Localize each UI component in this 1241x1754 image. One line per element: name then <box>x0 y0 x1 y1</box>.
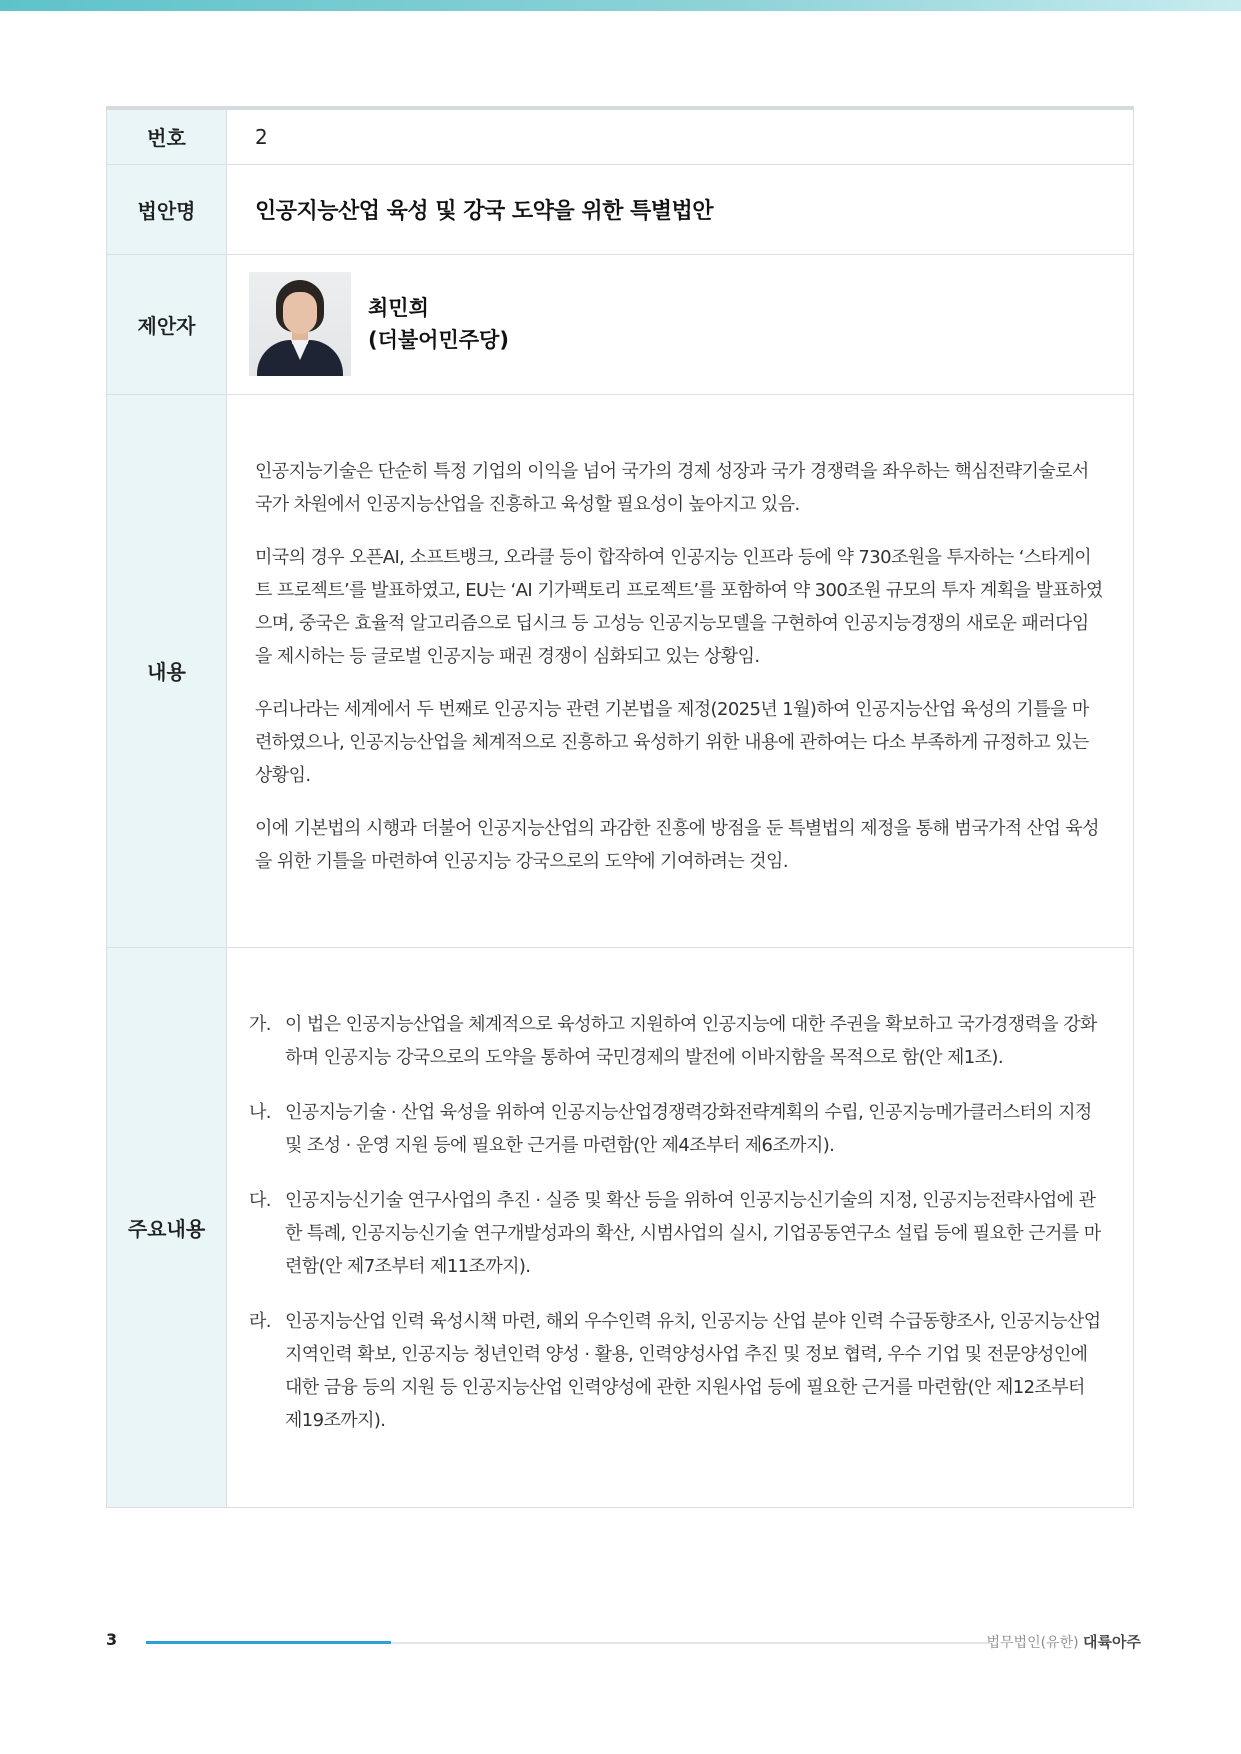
row-main-content <box>107 947 1134 1507</box>
value-main-content <box>227 947 1134 1507</box>
label-bill-name: 법안명 <box>107 164 227 254</box>
main-content-item <box>249 1305 1105 1437</box>
content-paragraph: 미국의 경우 오픈AI, 소프트뱅크, 오라클 등이 합작하여 인공지능 인프라 등에 약 730조원을 투자하는 ‘스타게이트 프로젝트’를 발표하였고, EU는 ‘AI 기가팩토리 프로젝트’를 포함하여 약 300조원 규모의 투자 계획을 발표하였으며, 중국은 효율적 알고리즘으로 딥시크 등 고성능 인공지능모델을 구현하여 인공지능경쟁의 새로운 패러다임을 제시하는 등 글로벌 인공지능 패권 경쟁이 심화되고 있는 상황임. <box>255 546 1103 667</box>
label-main-content: 주요내용 <box>107 947 227 1507</box>
proposer-name: 최민희 <box>368 296 429 320</box>
value-number: 2 <box>227 108 1134 164</box>
label-proposer: 제안자 <box>107 254 227 394</box>
item-text: 이 법은 인공지능산업을 체계적으로 육성하고 지원하여 인공지능에 대한 주권을 확보하고 국가경쟁력을 강화하며 인공지능 강국으로의 도약을 통하여 국민경제의 발전에 이바지함을 목적으로 함(안 제1조). <box>285 1013 1097 1068</box>
top-accent-bar <box>0 0 1241 11</box>
main-content-item <box>249 1184 1105 1283</box>
proposer-photo <box>249 272 351 376</box>
row-bill-name <box>107 164 1134 254</box>
row-number <box>107 108 1134 164</box>
proposer-text <box>368 292 509 356</box>
label-content: 내용 <box>107 394 227 947</box>
main-content-item <box>249 1008 1105 1074</box>
proposer-info <box>249 272 1111 376</box>
firm-name <box>987 1631 1142 1652</box>
page-number: 3 <box>106 1630 118 1649</box>
footer-progress-bar <box>146 1641 391 1644</box>
item-text: 인공지능기술 · 산업 육성을 위하여 인공지능산업경쟁력강화전략계획의 수립, 인공지능메가클러스터의 지정 및 조성 · 운영 지원 등에 필요한 근거를 마련함(안 제4조부터 제6조까지). <box>285 1101 1092 1156</box>
content-paragraph: 이에 기본법의 시행과 더불어 인공지능산업의 과감한 진흥에 방점을 둔 특별법의 제정을 통해 범국가적 산업 육성을 위한 기틀을 마련하여 인공지능 강국으로의 도약에 기여하려는 것임. <box>255 817 1099 872</box>
item-text: 인공지능산업 인력 육성시책 마련, 해외 우수인력 유치, 인공지능 산업 분야 인력 수급동향조사, 인공지능산업 지역인력 확보, 인공지능 청년인력 양성 · 활용, 인력양성사업 추진 및 정보 협력, 우수 기업 및 전문양성인에 대한 금융 등의 지원 등 인공지능산업 인력양성에 관한 지원사업 등에 필요한 근거를 마련함(안 제12조부터 제19조까지). <box>285 1310 1101 1431</box>
value-content <box>227 394 1134 947</box>
content-paragraph: 인공지능기술은 단순히 특정 기업의 이익을 넘어 국가의 경제 성장과 국가 경쟁력을 좌우하는 핵심전략기술로서 국가 차원에서 인공지능산업을 진흥하고 육성할 필요성이 높아지고 있음. <box>255 460 1089 515</box>
item-marker: 라. <box>249 1310 271 1332</box>
firm-brand: 대륙아주 <box>1083 1633 1141 1651</box>
value-bill-name: 인공지능산업 육성 및 강국 도약을 위한 특별법안 <box>227 164 1134 254</box>
label-number: 번호 <box>107 108 227 164</box>
item-text: 인공지능신기술 연구사업의 추진 · 실증 및 확산 등을 위하여 인공지능신기술의 지정, 인공지능전략사업에 관한 특례, 인공지능신기술 연구개발성과의 확산, 시범사업의 실시, 기업공동연구소 설립 등에 필요한 근거를 마련함(안 제7조부터 제11조까지). <box>285 1189 1101 1277</box>
firm-prefix: 법무법인(유한) <box>986 1635 1079 1651</box>
bill-summary-table <box>106 106 1134 1508</box>
item-marker: 다. <box>249 1189 271 1211</box>
proposer-party: (더불어민주당) <box>368 328 509 352</box>
value-proposer <box>227 254 1134 394</box>
item-marker: 가. <box>249 1013 271 1035</box>
item-marker: 나. <box>249 1101 271 1123</box>
main-content-item <box>249 1096 1105 1162</box>
row-content <box>107 394 1134 947</box>
content-paragraph: 우리나라는 세계에서 두 번째로 인공지능 관련 기본법을 제정(2025년 1월)하여 인공지능산업 육성의 기틀을 마련하였으나, 인공지능산업을 체계적으로 진흥하고 육성하기 위한 내용에 관하여는 다소 부족하게 규정하고 있는 상황임. <box>255 698 1089 786</box>
row-proposer <box>107 254 1134 394</box>
